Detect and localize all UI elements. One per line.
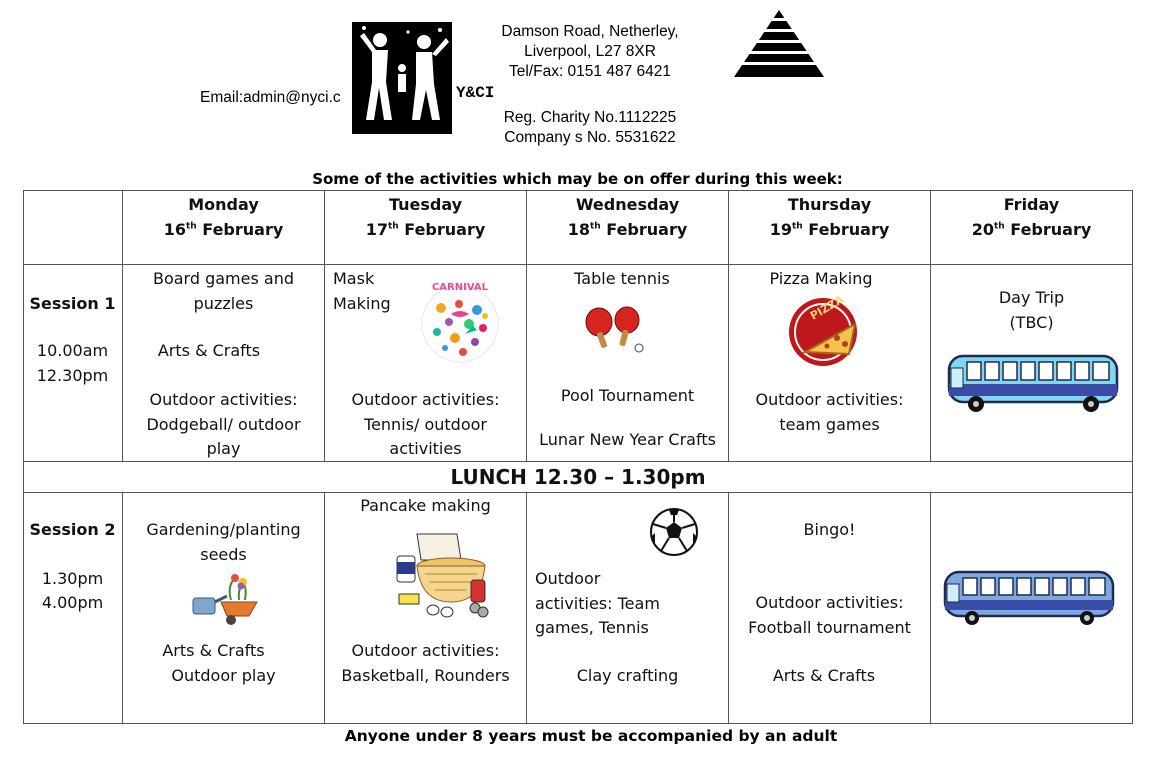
timetable bbox=[23, 190, 1133, 724]
page-heading: Some of the activities which may be on offer during this week: bbox=[312, 170, 843, 188]
s1-monday-outdoor: Outdoor activities: Dodgeball/ outdoor play bbox=[146, 390, 301, 458]
s2-thursday-crafts: Arts & Crafts bbox=[772, 666, 876, 685]
charity-number: Reg. Charity No.1112225 bbox=[503, 109, 677, 126]
address-line: Tel/Fax: 0151 487 6421 bbox=[508, 63, 671, 80]
address-line: Liverpool, L27 8XR bbox=[524, 43, 656, 60]
s1-monday-crafts: Arts & Crafts bbox=[157, 341, 261, 360]
registration-block bbox=[470, 108, 710, 148]
day-header-thursday: Thursday 19th February bbox=[769, 195, 890, 239]
bus-icon bbox=[937, 568, 1117, 633]
gardening-icon bbox=[187, 570, 261, 631]
address-block bbox=[470, 22, 710, 82]
session1-start: 10.00am bbox=[36, 341, 109, 360]
session1-label: Session 1 bbox=[29, 294, 116, 313]
session1-end: 12.30pm bbox=[36, 366, 109, 385]
day-header-friday: Friday 20th February bbox=[971, 195, 1092, 239]
day-header-wednesday: Wednesday 18th February bbox=[567, 195, 688, 239]
pizza-icon bbox=[785, 294, 865, 373]
table-tennis-icon bbox=[583, 306, 647, 361]
s1-thursday-pizza: Pizza Making bbox=[769, 269, 873, 288]
svg-text:PIZZA: PIZZA bbox=[808, 294, 847, 323]
football-icon bbox=[649, 507, 699, 562]
carnival-icon bbox=[419, 272, 501, 373]
bus-icon bbox=[941, 350, 1121, 421]
s2-wednesday-outdoor: Outdoor activities: Team games, Tennis bbox=[535, 569, 660, 637]
company-number: Company s No. 5531622 bbox=[504, 129, 676, 146]
s1-monday: Board games and puzzles bbox=[152, 269, 295, 313]
pyramid-logo bbox=[734, 10, 824, 78]
s1-tuesday-mask: Mask Making bbox=[333, 269, 391, 313]
s1-thursday-outdoor: Outdoor activities: team games bbox=[755, 390, 904, 434]
s1-wednesday-lunar: Lunar New Year Crafts bbox=[539, 430, 716, 449]
session2-end: 4.00pm bbox=[41, 593, 104, 612]
s2-monday-crafts: Arts & Crafts bbox=[162, 641, 265, 660]
lunch-banner: LUNCH 12.30 – 1.30pm bbox=[450, 465, 706, 489]
logo-lettering: Y&CI bbox=[456, 84, 495, 102]
day-header-monday: Monday 16th February bbox=[163, 195, 284, 239]
s2-monday-play: Outdoor play bbox=[171, 666, 276, 685]
address-line: Damson Road, Netherley, bbox=[501, 23, 679, 40]
session2-start: 1.30pm bbox=[41, 569, 104, 588]
s1-wednesday-tennis: Table tennis bbox=[574, 269, 670, 288]
day-header-tuesday: Tuesday 17th February bbox=[365, 195, 486, 239]
s1-friday-trip: Day Trip (TBC) bbox=[998, 288, 1065, 332]
baking-icon bbox=[391, 526, 495, 623]
s2-thursday-bingo: Bingo! bbox=[803, 520, 856, 539]
club-logo bbox=[352, 22, 452, 134]
s1-wednesday-pool: Pool Tournament bbox=[560, 386, 695, 405]
s2-tuesday-outdoor: Outdoor activities: Basketball, Rounders bbox=[341, 641, 510, 685]
svg-text:CARNIVAL: CARNIVAL bbox=[431, 282, 489, 293]
s2-wednesday-clay: Clay crafting bbox=[576, 666, 679, 685]
email-text: Email:admin@nyci.c bbox=[200, 89, 341, 106]
s1-tuesday-outdoor: Outdoor activities: Tennis/ outdoor activities bbox=[351, 390, 500, 458]
s2-thursday-outdoor: Outdoor activities: Football tournament bbox=[748, 593, 911, 637]
footer-note: Anyone under 8 years must be accompanied by an adult bbox=[344, 727, 838, 745]
session2-label: Session 2 bbox=[29, 520, 116, 539]
s2-monday-gardening: Gardening/planting seeds bbox=[146, 520, 301, 564]
s2-tuesday-pancake: Pancake making bbox=[360, 496, 491, 515]
